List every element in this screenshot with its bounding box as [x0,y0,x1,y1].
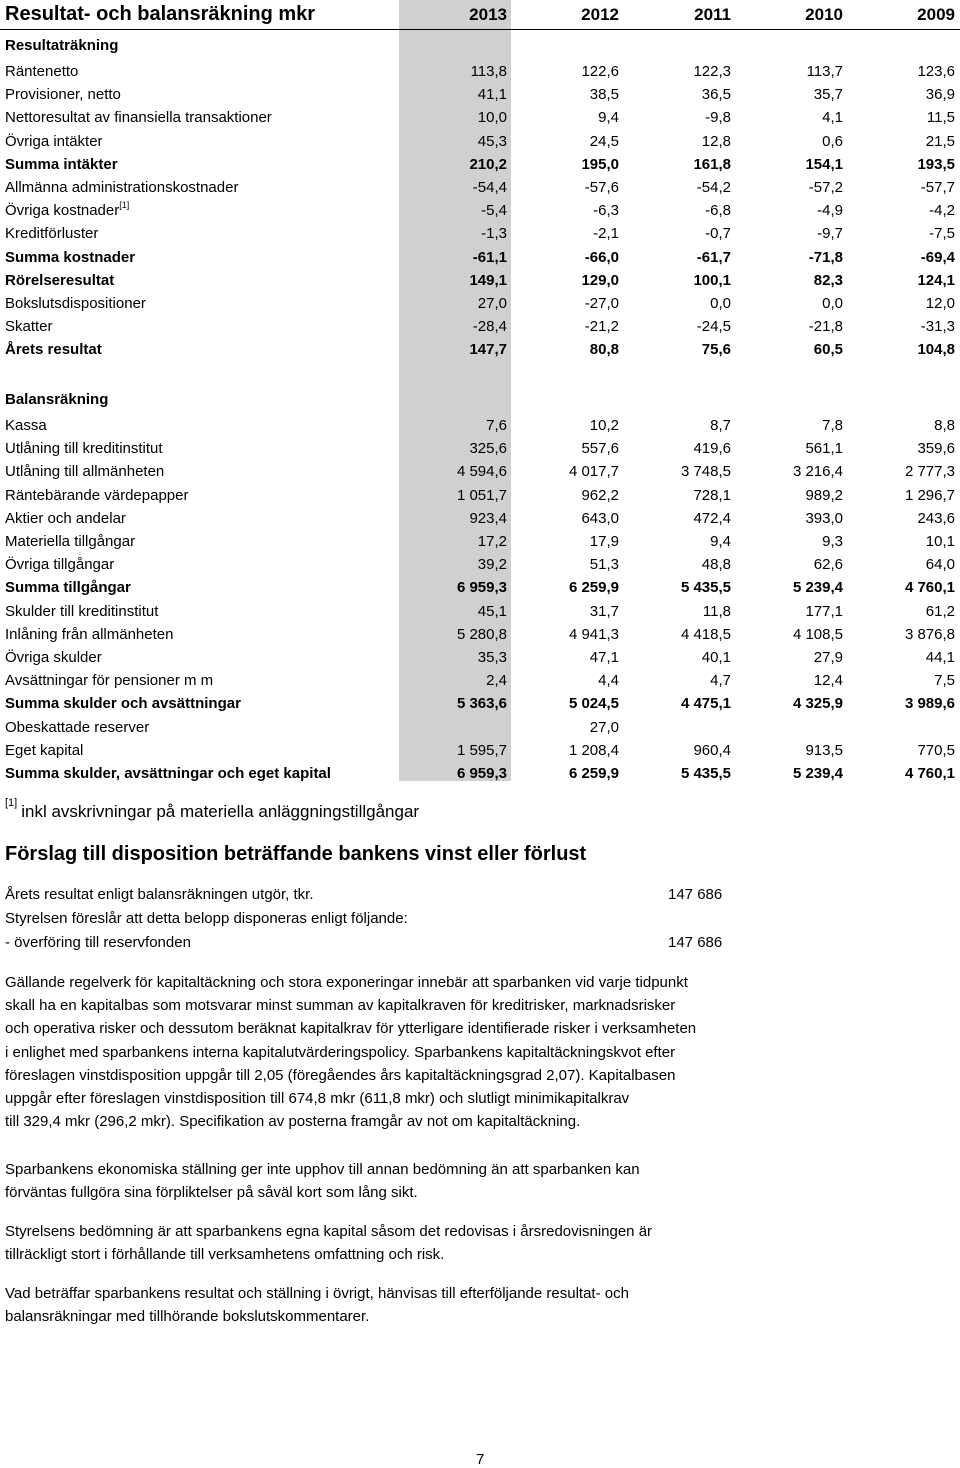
value-cell: 989,2 [805,486,843,504]
value-cell: -0,7 [705,225,731,243]
value-cell: 5 363,6 [456,695,507,713]
value-cell: 5 435,5 [680,765,731,782]
row-label [5,109,272,126]
footnote-reference: [1] [119,200,130,211]
value-cell: -5,4 [481,202,507,220]
row-label [5,672,213,689]
value-cell: 7,6 [486,417,507,434]
value-cell: 154,1 [805,155,843,173]
value-cell: -27,0 [584,295,619,312]
value-cell: 4 017,7 [568,463,619,481]
value-cell: -57,7 [920,179,955,196]
value-cell: 4 418,5 [680,625,731,643]
row-label [5,179,238,196]
value-cell: 4 108,5 [792,625,843,643]
value-cell: 44,1 [925,649,955,666]
value-cell: 177,1 [805,602,843,620]
row-label-text: Summa skulder och avsättningar [5,695,241,713]
value-cell: -66,0 [584,248,619,266]
text-line: skall ha en kapitalbas som motsvarar minst summan av kapitalkraven för kreditrisker, marknadsrisker [5,997,676,1015]
table-row [0,290,960,313]
value-cell: 122,3 [693,63,731,80]
value-cell: 5 239,4 [792,579,843,597]
value-cell: 60,5 [813,341,843,359]
paragraph-board-assessment [5,1220,795,1266]
value-cell: -31,3 [920,318,955,336]
row-label-text: Aktier och andelar [5,509,126,527]
value-cell: 6 959,3 [456,765,507,782]
table-row [0,714,960,737]
row-label [5,86,121,103]
value-cell: 11,5 [926,109,955,127]
value-cell: -7,5 [929,225,955,243]
value-cell: 113,7 [806,63,843,80]
text-line: Sparbankens ekonomiska ställning ger inte upphov till annan bedömning än att sparbanken kan [5,1161,640,1178]
value-cell: 243,6 [917,509,955,527]
row-label-text: Skatter [5,318,53,336]
value-cell: 31,7 [589,602,619,620]
value-cell: 12,4 [813,672,843,690]
row-label-text: Kreditförluster [5,225,99,243]
value-cell: -2,1 [593,225,619,243]
row-label-text: Övriga skulder [5,649,102,666]
table-row [0,482,960,505]
table-header [0,0,960,30]
value-cell: 770,5 [917,741,955,759]
value-cell: 643,0 [581,509,619,527]
value-cell: 9,4 [598,109,619,127]
value-cell: -54,2 [696,179,731,196]
row-label-text: Årets resultat [5,341,102,359]
row-label-text: Allmänna administrationskostnader [5,179,239,196]
table-title: Resultat- och balansräkning mkr [5,3,316,25]
table-row [0,598,960,621]
paragraph-reference [5,1282,795,1328]
table-row [0,458,960,481]
value-cell: 40,1 [701,649,731,666]
value-cell: 82,3 [813,271,843,289]
row-label-text: Summa tillgångar [5,579,131,597]
row-label [5,649,102,666]
footnote-marker: [1] [5,797,18,809]
value-cell: 728,1 [693,486,731,504]
footnote-text: inkl avskrivningar på materiella anläggningstillgångar [21,802,420,821]
row-label-text: Räntebärande värdepapper [5,486,189,504]
value-cell: 12,0 [925,295,955,312]
value-cell: 113,8 [470,63,507,80]
row-label-text: Obeskattade reserver [5,718,150,736]
table-row [0,690,960,713]
value-cell: 359,6 [917,440,955,458]
table-row [0,197,960,220]
value-cell: 123,6 [917,63,955,80]
paragraph-capital-adequacy [5,971,795,1133]
table-row [0,551,960,574]
value-cell: -9,7 [817,225,843,243]
value-cell: 17,2 [477,533,507,550]
text-line: Vad beträffar sparbankens resultat och ställning i övrigt, hänvisas till efterföljande resultat- och [5,1285,629,1302]
text-line: tillräckligt stort i förhållande till verksamhetens omfattning och risk. [5,1246,445,1264]
row-label-text: Utlåning till kreditinstitut [5,440,163,458]
row-label-text: Summa kostnader [5,248,136,266]
value-cell: 35,7 [813,86,843,104]
value-cell: -71,8 [808,248,843,266]
table-row [0,128,960,151]
table-row [0,435,960,458]
value-cell: 7,8 [822,417,843,434]
year-header: 2012 [581,5,619,24]
text-line: till 329,4 mkr (296,2 mkr). Specifikation av posterna framgår av not om kapitaltäckning. [5,1113,581,1131]
value-cell: 35,3 [477,649,507,666]
value-cell: 9,4 [710,533,731,550]
table-row [0,104,960,127]
value-cell: 6 959,3 [456,579,507,597]
row-label [5,719,149,736]
value-cell: 3 989,6 [904,695,955,713]
value-cell: 4,7 [710,672,731,690]
value-cell: 129,0 [581,271,619,289]
table-row [0,667,960,690]
value-cell: 147,7 [469,341,507,359]
proposal-line: - överföring till reservfonden [5,934,191,951]
value-cell: 210,2 [469,155,507,173]
value-cell: 149,1 [469,271,507,289]
value-cell: 104,8 [917,341,955,359]
value-cell: 1 595,7 [456,741,507,759]
table-row [0,244,960,267]
table-row [0,621,960,644]
value-cell: 2,4 [486,672,507,690]
proposal-line: Årets resultat enligt balansräkningen utgör, tkr. [5,886,314,903]
table-row [0,574,960,597]
proposal-heading: Förslag till disposition beträffande bankens vinst eller förlust [5,843,587,865]
value-cell: 161,8 [693,155,731,173]
value-cell: 962,2 [581,486,619,504]
value-cell: -21,8 [808,318,843,336]
footnote [5,797,420,822]
value-cell: 923,4 [469,509,507,527]
text-line: i enlighet med sparbankens interna kapitalutvärderingspolicy. Sparbankens kapitaltäckningskvot efter [5,1043,676,1061]
value-cell: 45,1 [477,602,507,620]
value-cell: 5 435,5 [680,579,731,597]
proposal-amount: 147 686 [668,934,723,951]
value-cell: -6,3 [593,202,619,220]
value-cell: 4 325,9 [792,695,843,713]
year-header: 2010 [805,5,843,24]
value-cell: 472,4 [693,509,731,527]
income-statement-heading: Resultaträkning [5,37,119,54]
table-row [0,151,960,174]
value-cell: 3 876,8 [904,625,955,643]
row-label [5,417,47,434]
value-cell: 8,7 [710,417,731,434]
value-cell: 27,0 [477,295,507,312]
table-row [0,644,960,667]
row-label [5,202,129,219]
value-cell: -61,1 [472,248,507,266]
row-label [5,63,78,80]
value-cell: 5 024,5 [568,695,619,713]
row-label [5,225,98,242]
row-label [5,626,173,643]
year-header: 2013 [469,5,507,24]
row-label [5,533,135,550]
row-label-text: Nettoresultat av finansiella transaktioner [5,109,272,127]
row-label-text: Eget kapital [5,741,84,759]
value-cell: 0,6 [822,132,843,150]
row-label [5,318,53,335]
value-cell: 913,5 [805,741,843,759]
balance-sheet-heading: Balansräkning [5,391,109,408]
row-label [5,463,164,480]
table-row [0,336,960,359]
value-cell: -61,7 [696,248,731,266]
row-label [5,579,131,596]
value-cell: 3 216,4 [792,463,843,481]
proposal-line: Styrelsen föreslår att detta belopp disponeras enligt följande: [5,910,408,927]
value-cell: 6 259,9 [568,579,619,597]
value-cell: -57,2 [808,179,843,196]
row-label-text: Övriga kostnader [5,202,120,220]
row-label-text: Materiella tillgångar [5,533,136,550]
value-cell: 0,0 [822,295,843,312]
value-cell: 960,4 [693,741,731,759]
row-label [5,133,103,150]
table-row [0,81,960,104]
value-cell: 11,8 [702,602,731,620]
row-label-text: Avsättningar för pensioner m m [5,672,214,690]
row-label-text: Inlåning från allmänheten [5,625,174,643]
value-cell: 36,9 [925,86,955,104]
row-label [5,765,331,782]
value-cell: 10,2 [589,417,619,434]
value-cell: 62,6 [813,556,843,574]
row-label [5,742,83,759]
value-cell: 48,8 [701,556,731,574]
value-cell: 557,6 [581,440,619,458]
value-cell: 561,1 [805,440,843,458]
value-cell: 64,0 [925,556,955,574]
value-cell: -9,8 [705,109,731,127]
value-cell: 7,5 [934,672,955,690]
value-cell: 195,0 [581,155,619,173]
value-cell: 75,6 [701,341,731,359]
value-cell: 8,8 [934,417,955,434]
value-cell: 4 475,1 [680,695,731,713]
text-line: förväntas fullgöra sina förpliktelser på såväl kort som lång sikt. [5,1184,418,1202]
value-cell: 4 760,1 [904,765,955,782]
value-cell: 1 051,7 [456,486,507,504]
row-label-text: Rörelseresultat [5,271,115,289]
value-cell: 2 777,3 [904,463,955,481]
value-cell: -57,6 [584,179,619,196]
row-label [5,556,114,573]
text-line: Gällande regelverk för kapitaltäckning och stora exponeringar innebär att sparbanken vid varje tidpunkt [5,974,688,991]
value-cell: 4 760,1 [904,579,955,597]
table-row [0,174,960,197]
value-cell: 39,2 [477,556,507,574]
row-label-text: Kassa [5,417,47,434]
row-label-text: Räntenetto [5,63,79,80]
value-cell: 193,5 [917,155,955,173]
table-row [0,58,960,81]
value-cell: 419,6 [693,440,731,458]
value-cell: 1 208,4 [568,741,619,759]
value-cell: 5 280,8 [456,625,507,643]
table-row [0,737,960,760]
row-label-text: Skulder till kreditinstitut [5,602,159,620]
row-label [5,272,114,289]
row-label [5,487,188,504]
value-cell: -24,5 [696,318,731,336]
value-cell: 4,1 [822,109,843,127]
value-cell: 24,5 [589,132,619,150]
table-row [0,528,960,551]
row-label-text: Summa intäkter [5,155,118,173]
value-cell: -54,4 [472,179,507,196]
page-number: 7 [476,1451,485,1468]
value-cell: 1 296,7 [904,486,955,504]
value-cell: -4,2 [929,202,955,220]
value-cell: 51,3 [589,556,619,574]
row-label [5,603,158,620]
paragraph-financial-position [5,1158,795,1204]
value-cell: 36,5 [701,86,731,104]
value-cell: 80,8 [589,341,619,359]
value-cell: -4,9 [817,202,843,220]
text-line: uppgår efter föreslagen vinstdisposition till 674,8 mkr (611,8 mkr) och slutligt minimikapitalkrav [5,1090,630,1108]
text-line: och operativa risker och dessutom beräknat kapitalkrav för ytterligare identifierade risker i verksamheten [5,1020,697,1038]
value-cell: 393,0 [805,509,843,527]
value-cell: 3 748,5 [680,463,731,481]
row-label-text: Utlåning till allmänheten [5,463,165,481]
value-cell: 4 941,3 [568,625,619,643]
value-cell: 4 594,6 [456,463,507,481]
value-cell: 4,4 [598,672,619,690]
text-line: balansräkningar med tillhörande bokslutskommentarer. [5,1308,370,1326]
value-cell: 47,1 [589,649,619,666]
value-cell: 27,9 [813,649,843,666]
row-label-text: Summa skulder, avsättningar och eget kapital [5,765,331,782]
value-cell: 122,6 [581,63,619,80]
table-row [0,412,960,435]
text-line: Styrelsens bedömning är att sparbankens egna kapital såsom det redovisas i årsredovisningen är [5,1223,653,1240]
row-label [5,510,126,527]
table-row [0,760,960,783]
value-cell: -21,2 [584,318,619,336]
value-cell: 17,9 [589,533,619,550]
row-label [5,249,135,266]
value-cell: 61,2 [925,602,955,620]
value-cell: 21,5 [925,132,955,150]
value-cell: 325,6 [469,440,507,458]
value-cell: 10,0 [477,109,507,127]
year-header: 2009 [917,5,955,24]
row-label [5,440,163,457]
value-cell: -28,4 [472,318,507,336]
value-cell: 45,3 [477,132,507,150]
value-cell: 124,1 [917,271,955,289]
table-row [0,505,960,528]
value-cell: 0,0 [710,295,731,312]
row-label-text: Bokslutsdispositioner [5,295,146,312]
value-cell: 100,1 [693,271,731,289]
value-cell: 27,0 [589,718,619,736]
year-header: 2011 [694,5,731,24]
row-label [5,695,241,712]
value-cell: 38,5 [589,86,619,104]
row-label-text: Provisioner, netto [5,86,121,104]
row-label-text: Övriga intäkter [5,132,103,150]
value-cell: -69,4 [920,248,955,266]
row-label [5,295,146,312]
value-cell: 5 239,4 [792,765,843,782]
value-cell: -1,3 [481,225,507,243]
value-cell: -6,8 [705,202,731,220]
value-cell: 12,8 [701,132,731,150]
table-row [0,267,960,290]
table-row [0,313,960,336]
value-cell: 10,1 [925,533,955,550]
text-line: föreslagen vinstdisposition uppgår till 2,05 (föregåendes års kapitaltäckningsgrad 2,07). Kapitalbasen [5,1066,676,1084]
value-cell: 41,1 [477,86,507,104]
proposal-amount: 147 686 [668,886,723,903]
value-cell: 6 259,9 [568,765,619,782]
table-row [0,220,960,243]
row-label-text: Övriga tillgångar [5,556,115,574]
value-cell: 9,3 [822,533,843,550]
row-label [5,156,118,173]
row-label [5,341,102,358]
